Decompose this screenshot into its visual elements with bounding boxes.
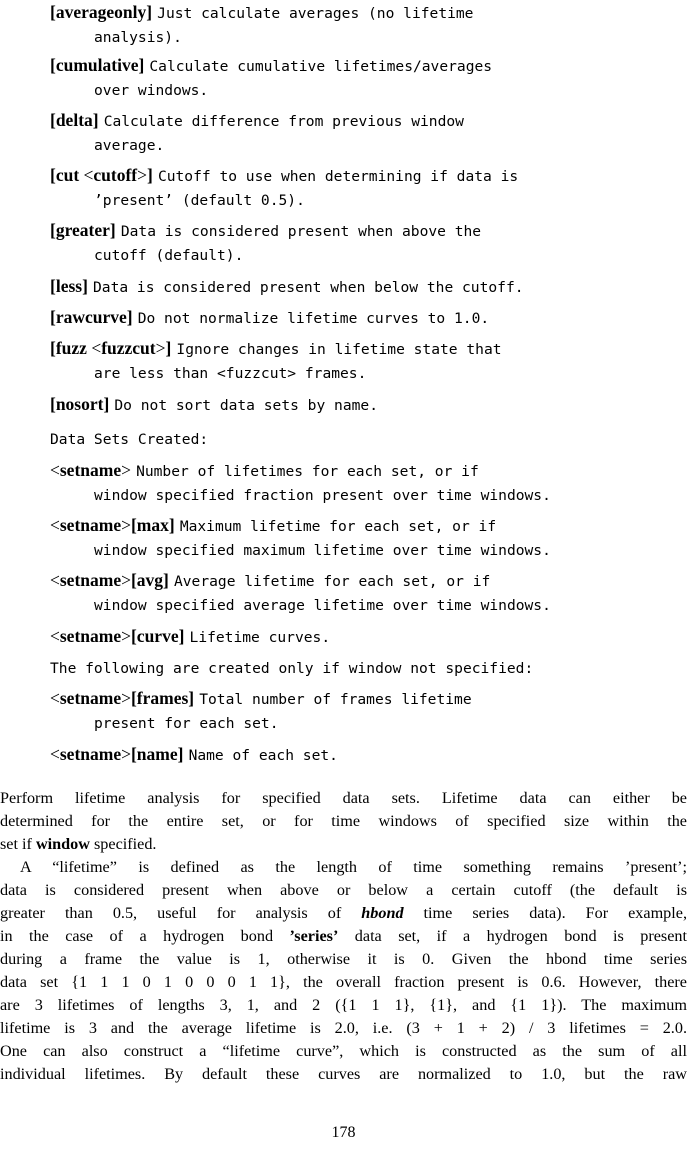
- paragraph-line: in the case of a hydrogen bond ’series’ data set, if a hydrogen bond is present: [0, 927, 687, 945]
- option-desc-cont: over windows.: [94, 82, 209, 99]
- paragraph-line: data set {1 1 1 0 1 0 0 0 1 1}, the overall fraction present is 0.6. However, there: [0, 973, 687, 991]
- option-nosort: [50, 392, 680, 418]
- option-key: [cumulative]: [50, 55, 145, 75]
- keyword-hbond: hbond: [361, 904, 404, 922]
- data-set-desc: Number of lifetimes for each set, or if: [136, 463, 479, 480]
- keyword-window: window: [35, 835, 90, 853]
- option-less: [50, 274, 680, 300]
- option-desc-cont: average.: [94, 137, 165, 154]
- option-desc-cont: ’present’ (default 0.5).: [94, 192, 305, 209]
- data-set-avg: [50, 568, 680, 618]
- data-set-desc-cont: window specified average lifetime over time windows.: [94, 597, 551, 614]
- option-cumulative: [50, 53, 680, 103]
- data-sets-header-text: Data Sets Created:: [50, 431, 209, 448]
- paragraph-line: A “lifetime” is defined as the length of time something remains ’present’;: [20, 858, 687, 876]
- data-set-key: <setname>[curve]: [50, 626, 185, 646]
- paragraph-2: [0, 856, 687, 1086]
- data-set-desc-cont: window specified maximum lifetime over time windows.: [94, 542, 551, 559]
- option-desc-cont: cutoff (default).: [94, 247, 244, 264]
- data-set-key: <setname>[frames]: [50, 688, 195, 708]
- option-key: [less]: [50, 276, 88, 296]
- data-set-desc: Average lifetime for each set, or if: [173, 573, 491, 590]
- paragraph-line: are 3 lifetimes of lengths 3, 1, and 2 ({1 1 1}, {1}, and {1 1}). The maximum: [0, 996, 687, 1014]
- paragraph-line: Perform lifetime analysis for specified data sets. Lifetime data can either be: [0, 789, 687, 807]
- data-set-key: <setname>[max]: [50, 515, 175, 535]
- data-set-desc-cont: window specified fraction present over time windows.: [94, 487, 551, 504]
- data-set-desc-cont: present for each set.: [94, 715, 279, 732]
- option-key: [greater]: [50, 220, 116, 240]
- paragraph-line: during a frame the value is 1, otherwise it is 0. Given the hbond time series: [0, 950, 687, 968]
- option-key: [fuzz <fuzzcut>]: [50, 338, 172, 358]
- option-cut: [50, 163, 680, 213]
- option-desc-cont: are less than <fuzzcut> frames.: [94, 365, 367, 382]
- data-set-key: <setname>: [50, 460, 131, 480]
- keyword-series: ’series’: [289, 927, 339, 945]
- option-desc-cont: analysis).: [94, 29, 182, 46]
- paragraph-line: lifetime is 3 and the average lifetime is 2.0, i.e. (3 + 1 + 2) / 3 lifetimes = 2.0.: [0, 1019, 687, 1037]
- data-set-key: <setname>[name]: [50, 744, 184, 764]
- paragraph-1: [0, 787, 687, 856]
- data-set-desc: Maximum lifetime for each set, or if: [179, 518, 497, 535]
- data-set-max: [50, 513, 680, 563]
- following-note-text: The following are created only if window not specified:: [50, 660, 534, 677]
- option-desc: Calculate difference from previous window: [103, 113, 464, 130]
- data-set-name: [50, 742, 680, 768]
- option-key: [averageonly]: [50, 2, 153, 22]
- option-averageonly: [50, 0, 680, 50]
- option-key: [delta]: [50, 110, 99, 130]
- data-set-desc: Name of each set.: [188, 747, 338, 764]
- option-desc: Do not normalize lifetime curves to 1.0.: [137, 310, 490, 327]
- data-set-curve: [50, 624, 680, 650]
- option-desc: Data is considered present when below the cutoff.: [93, 279, 524, 296]
- paragraph-line: One can also construct a “lifetime curve”, which is constructed as the sum of all: [0, 1042, 687, 1060]
- data-set-desc: Total number of frames lifetime: [199, 691, 472, 708]
- option-desc: Data is considered present when above the: [120, 223, 482, 240]
- option-greater: [50, 218, 680, 268]
- data-set-key: <setname>[avg]: [50, 570, 169, 590]
- page-number: 178: [331, 1124, 356, 1141]
- paragraph-line: data is considered present when above or below a certain cutoff (the default is: [0, 881, 687, 899]
- paragraph-line: determined for the entire set, or for time windows of specified size within the: [0, 812, 687, 830]
- option-key: [rawcurve]: [50, 307, 133, 327]
- option-desc: Calculate cumulative lifetimes/averages: [149, 58, 493, 75]
- paragraph-line: individual lifetimes. By default these curves are normalized to 1.0, but the raw: [0, 1065, 687, 1083]
- following-note: [50, 656, 680, 681]
- paragraph-line: greater than 0.5, useful for analysis of hbond time series data). For example,: [0, 904, 687, 922]
- option-desc: Cutoff to use when determining if data is: [157, 168, 519, 185]
- option-key: [nosort]: [50, 394, 110, 414]
- option-key: [cut <cutoff>]: [50, 165, 153, 185]
- data-set-frames: [50, 686, 680, 736]
- data-sets-header: [50, 427, 680, 452]
- option-rawcurve: [50, 305, 680, 331]
- option-delta: [50, 108, 680, 158]
- option-desc: Do not sort data sets by name.: [114, 397, 378, 414]
- data-set-desc: Lifetime curves.: [189, 629, 331, 646]
- option-desc: Just calculate averages (no lifetime: [157, 5, 474, 22]
- data-set-count: [50, 458, 680, 508]
- paragraph-line: set if window specified.: [0, 835, 157, 853]
- option-fuzz: [50, 336, 680, 386]
- option-desc: Ignore changes in lifetime state that: [176, 341, 502, 358]
